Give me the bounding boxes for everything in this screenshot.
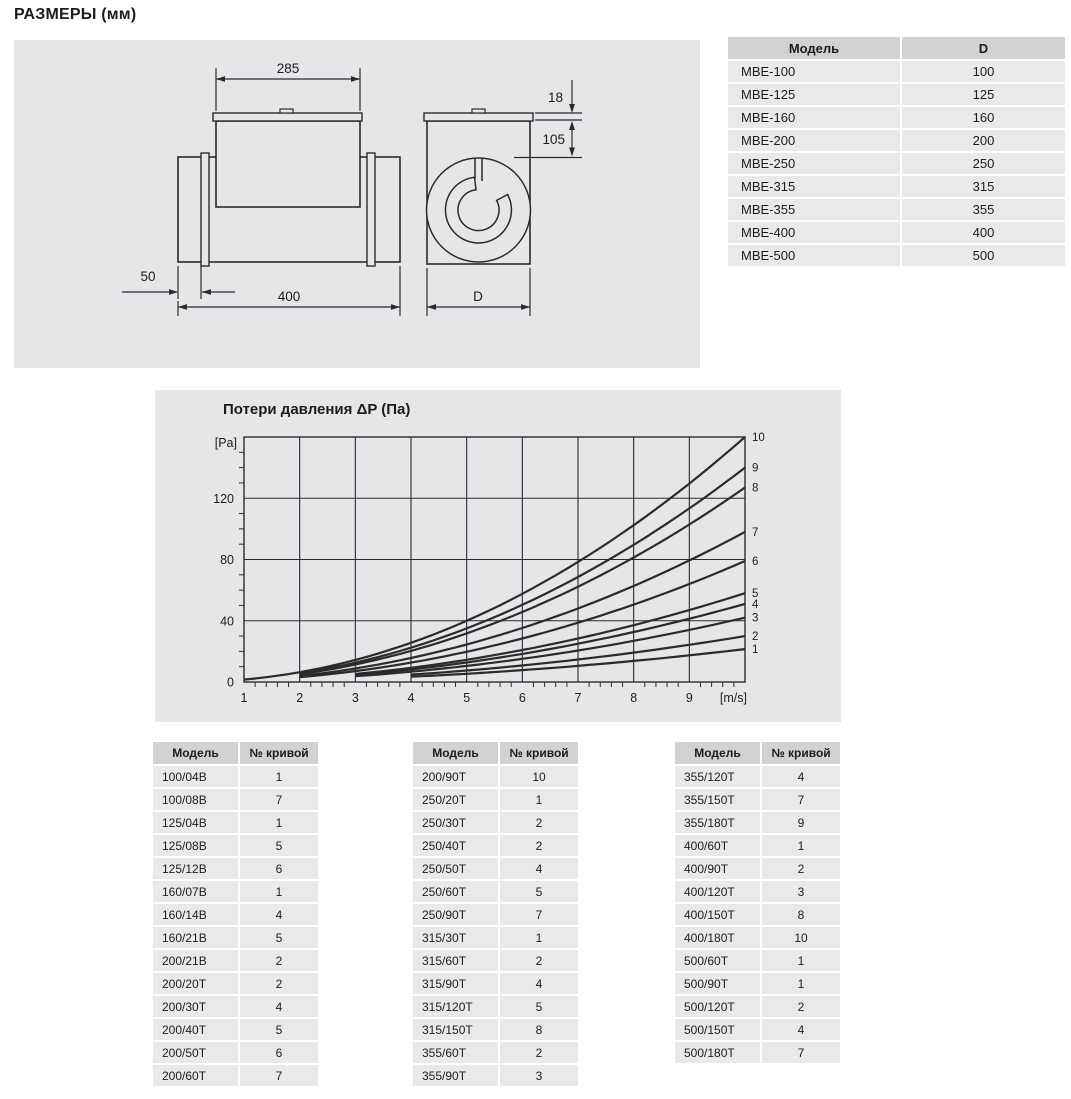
cell-model: 400/90T	[675, 858, 760, 879]
column-header-value: № кривой	[240, 742, 318, 764]
column-header-model: Модель	[153, 742, 238, 764]
cell-value: 4	[500, 858, 578, 879]
cell-model: МВЕ-125	[728, 84, 900, 105]
cell-value: 2	[240, 973, 318, 994]
cell-value: 10	[762, 927, 840, 948]
cell-value: 160	[902, 107, 1065, 128]
dim-18	[535, 80, 582, 113]
cell-model: 200/20T	[153, 973, 238, 994]
cell-model: 125/08B	[153, 835, 238, 856]
y-tick-label: 120	[213, 491, 234, 506]
page-title: РАЗМЕРЫ (мм)	[14, 6, 137, 23]
dimension-label: 50	[140, 269, 156, 284]
cell-model: МВЕ-100	[728, 61, 900, 82]
cell-model: 160/07B	[153, 881, 238, 902]
cell-model: 250/90T	[413, 904, 498, 925]
cell-model: 250/30T	[413, 812, 498, 833]
cell-model: 500/150T	[675, 1019, 760, 1040]
dimension-arrow	[391, 304, 400, 310]
dimension-arrow	[427, 304, 436, 310]
chart-title: Потери давления ΔP (Па)	[223, 401, 411, 418]
cell-model: 400/120T	[675, 881, 760, 902]
dimensions-drawing-panel	[14, 40, 700, 368]
cell-model: 200/60T	[153, 1065, 238, 1086]
pressure-loss-chart	[155, 390, 841, 722]
dimension-arrow	[569, 148, 575, 157]
dimension-label: 400	[277, 289, 301, 304]
x-axis-unit-label: [m/s]	[719, 691, 747, 705]
column-header-value: № кривой	[762, 742, 840, 764]
curve-number-label: 7	[752, 526, 759, 539]
cell-value: 1	[762, 973, 840, 994]
drawing-root	[122, 61, 582, 316]
cell-model: 200/21B	[153, 950, 238, 971]
cell-model: 315/120T	[413, 996, 498, 1017]
x-tick-label: 7	[574, 691, 582, 705]
dimension-arrow	[521, 304, 530, 310]
column-header-value: D	[902, 37, 1065, 59]
x-tick-label: 5	[463, 691, 471, 705]
cell-value: 4	[500, 973, 578, 994]
dimensions-drawing	[14, 40, 700, 368]
cell-model: 250/50T	[413, 858, 498, 879]
cell-model: 200/90T	[413, 766, 498, 787]
cell-value: 5	[500, 881, 578, 902]
cell-value: 6	[240, 1042, 318, 1063]
cell-value: 2	[500, 950, 578, 971]
pressure-curves	[244, 432, 765, 680]
cell-model: 355/90T	[413, 1065, 498, 1086]
cell-value: 7	[762, 1042, 840, 1063]
cell-value: 7	[762, 789, 840, 810]
dimension-arrow	[178, 304, 187, 310]
cell-model: МВЕ-250	[728, 153, 900, 174]
cell-value: 2	[500, 1042, 578, 1063]
dimension-arrow	[216, 76, 225, 82]
curve-table-3	[675, 742, 840, 1063]
front-lid-knob	[472, 109, 485, 113]
cell-model: МВЕ-500	[728, 245, 900, 266]
terminal-box-lid	[213, 113, 362, 121]
cell-model: 200/40T	[153, 1019, 238, 1040]
column-header-model: Модель	[675, 742, 760, 764]
dim-400	[178, 266, 400, 316]
column-header-model: Модель	[728, 37, 900, 59]
dim-50	[122, 266, 235, 299]
cell-value: 2	[500, 812, 578, 833]
terminal-box	[216, 121, 360, 207]
cell-model: 500/180T	[675, 1042, 760, 1063]
curve-number-label: 10	[752, 432, 765, 444]
cell-model: МВЕ-355	[728, 199, 900, 220]
curve-number-label: 8	[752, 482, 759, 495]
curve-number-label: 2	[752, 631, 759, 644]
cell-value: 2	[762, 858, 840, 879]
curve-number-label: 5	[752, 588, 759, 601]
y-axis-unit-label: [Pa]	[214, 436, 237, 450]
x-tick-label: 1	[240, 691, 248, 705]
cell-value: 8	[762, 904, 840, 925]
dimension-arrow	[351, 76, 360, 82]
dim-D	[427, 268, 530, 316]
cell-value: 500	[902, 245, 1065, 266]
cell-model: 125/12B	[153, 858, 238, 879]
dimension-arrow	[169, 289, 178, 295]
cell-model: 400/180T	[675, 927, 760, 948]
column-header-model: Модель	[413, 742, 498, 764]
chart-root	[213, 432, 765, 705]
cell-value: 1	[240, 812, 318, 833]
dim-285	[216, 61, 360, 111]
cell-value: 2	[762, 996, 840, 1017]
dimension-arrow	[569, 104, 575, 113]
dimension-arrow	[569, 121, 575, 130]
cell-model: МВЕ-160	[728, 107, 900, 128]
dimension-label: 285	[276, 61, 300, 76]
cell-value: 10	[500, 766, 578, 787]
cell-value: 1	[762, 835, 840, 856]
y-tick-label: 0	[227, 675, 234, 690]
duct-opening	[427, 158, 531, 262]
x-tick-label: 9	[685, 691, 693, 705]
cell-model: МВЕ-200	[728, 130, 900, 151]
cell-value: 4	[762, 766, 840, 787]
flange-right	[367, 153, 375, 266]
cell-model: 500/60T	[675, 950, 760, 971]
cell-model: 500/120T	[675, 996, 760, 1017]
cell-value: 5	[500, 996, 578, 1017]
flange-left	[201, 153, 209, 266]
pressure-chart-panel	[155, 390, 841, 722]
cell-model: 100/04B	[153, 766, 238, 787]
front-lid	[424, 113, 533, 121]
curve-number-label: 9	[752, 462, 759, 475]
cell-model: 355/150T	[675, 789, 760, 810]
curve-10	[244, 437, 745, 680]
curve-number-label: 3	[752, 612, 759, 625]
cell-value: 4	[240, 904, 318, 925]
lid-knob	[280, 109, 293, 113]
x-tick-label: 6	[518, 691, 526, 705]
cell-value: 1	[240, 766, 318, 787]
y-tick-label: 40	[220, 614, 234, 629]
cell-model: 250/60T	[413, 881, 498, 902]
model-dimension-table	[728, 37, 1065, 266]
cell-value: 5	[240, 927, 318, 948]
cell-model: 315/30T	[413, 927, 498, 948]
curve-number-label: 4	[752, 598, 759, 611]
cell-value: 7	[500, 904, 578, 925]
cell-model: 355/180T	[675, 812, 760, 833]
cell-model: 315/60T	[413, 950, 498, 971]
cell-model: 250/40T	[413, 835, 498, 856]
cell-value: 5	[240, 1019, 318, 1040]
cell-model: 200/50T	[153, 1042, 238, 1063]
cell-value: 1	[500, 927, 578, 948]
cell-model: 160/21B	[153, 927, 238, 948]
x-tick-label: 3	[351, 691, 359, 705]
curve-number-label: 6	[752, 556, 759, 569]
curve-number-label: 1	[752, 644, 759, 657]
cell-value: 400	[902, 222, 1065, 243]
cell-model: 400/60T	[675, 835, 760, 856]
cell-value: 200	[902, 130, 1065, 151]
cell-model: 400/150T	[675, 904, 760, 925]
cell-value: 250	[902, 153, 1065, 174]
cell-value: 4	[762, 1019, 840, 1040]
cell-model: 355/120T	[675, 766, 760, 787]
cell-value: 315	[902, 176, 1065, 197]
dimension-label: 18	[547, 90, 563, 105]
cell-model: 100/08B	[153, 789, 238, 810]
cell-value: 3	[762, 881, 840, 902]
x-tick-label: 2	[296, 691, 304, 705]
x-tick-label: 4	[407, 691, 415, 705]
cell-value: 7	[240, 1065, 318, 1086]
cell-value: 1	[500, 789, 578, 810]
cell-value: 5	[240, 835, 318, 856]
cell-value: 6	[240, 858, 318, 879]
cell-value: 7	[240, 789, 318, 810]
cell-value: 1	[762, 950, 840, 971]
cell-value: 2	[500, 835, 578, 856]
curve-table-1	[153, 742, 318, 1086]
cell-model: 315/150T	[413, 1019, 498, 1040]
y-tick-label: 80	[220, 553, 234, 567]
cell-model: 500/90T	[675, 973, 760, 994]
cell-value: 355	[902, 199, 1065, 220]
curve-table-2	[413, 742, 578, 1086]
cell-value: 2	[240, 950, 318, 971]
cell-value: 125	[902, 84, 1065, 105]
cell-model: МВЕ-315	[728, 176, 900, 197]
cell-model: 200/30T	[153, 996, 238, 1017]
cell-value: 4	[240, 996, 318, 1017]
side-view	[178, 109, 400, 266]
cell-value: 1	[240, 881, 318, 902]
cell-value: 9	[762, 812, 840, 833]
curve-4	[355, 604, 745, 675]
cell-model: 250/20T	[413, 789, 498, 810]
cell-model: 355/60T	[413, 1042, 498, 1063]
cell-model: 125/04B	[153, 812, 238, 833]
minor-ticks	[239, 452, 734, 687]
cell-value: 100	[902, 61, 1065, 82]
column-header-value: № кривой	[500, 742, 578, 764]
x-tick-label: 8	[630, 691, 638, 705]
cell-value: 8	[500, 1019, 578, 1040]
dimension-label: 105	[542, 132, 565, 147]
dimension-label: D	[473, 289, 483, 304]
cell-value: 3	[500, 1065, 578, 1086]
cell-model: МВЕ-400	[728, 222, 900, 243]
dimension-arrow	[202, 289, 211, 295]
cell-model: 160/14B	[153, 904, 238, 925]
cell-model: 315/90T	[413, 973, 498, 994]
front-view	[424, 109, 533, 264]
